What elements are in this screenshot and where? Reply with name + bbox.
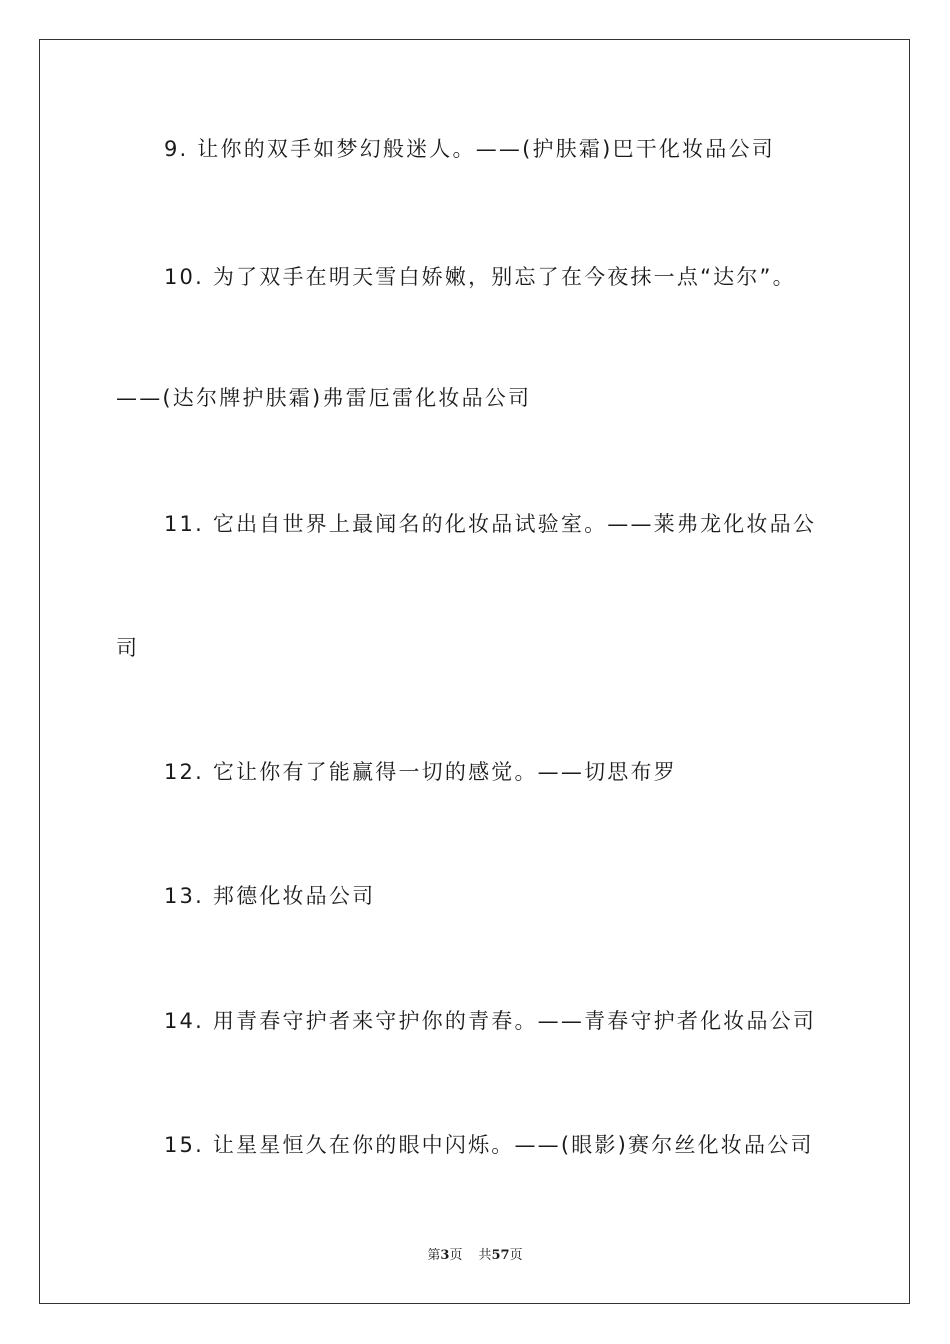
paragraph-line: 司 [116,636,140,660]
paragraph-line: 14. 用青春守护者来守护你的青春。——青春守护者化妆品公司 [164,1009,817,1033]
footer-prefix: 第 [427,1248,441,1263]
footer-page-suffix: 页 [449,1248,463,1263]
paragraph-line: 11. 它出自世界上最闻名的化妆品试验室。——莱弗龙化妆品公 [164,512,817,536]
paragraph-line: 15. 让星星恒久在你的眼中闪烁。——(眼影)赛尔丝化妆品公司 [164,1133,814,1157]
page-footer [0,1248,950,1264]
current-page-number: 3 [440,1248,450,1263]
paragraph-line: 12. 它让你有了能赢得一切的感觉。——切思布罗 [164,760,677,784]
paragraph-line: 10. 为了双手在明天雪白娇嫩，别忘了在今夜抹一点“达尔”。 [164,265,796,289]
page-border [39,39,910,1304]
total-page-number: 57 [491,1248,510,1263]
paragraph-line: 9. 让你的双手如梦幻般迷人。——(护肤霜)巴干化妆品公司 [164,137,775,161]
footer-total-suffix: 页 [509,1248,523,1263]
paragraph-line: ——(达尔牌护肤霜)弗雷厄雷化妆品公司 [116,386,532,410]
footer-total-prefix: 共 [478,1248,492,1263]
paragraph-line: 13. 邦德化妆品公司 [164,884,376,908]
